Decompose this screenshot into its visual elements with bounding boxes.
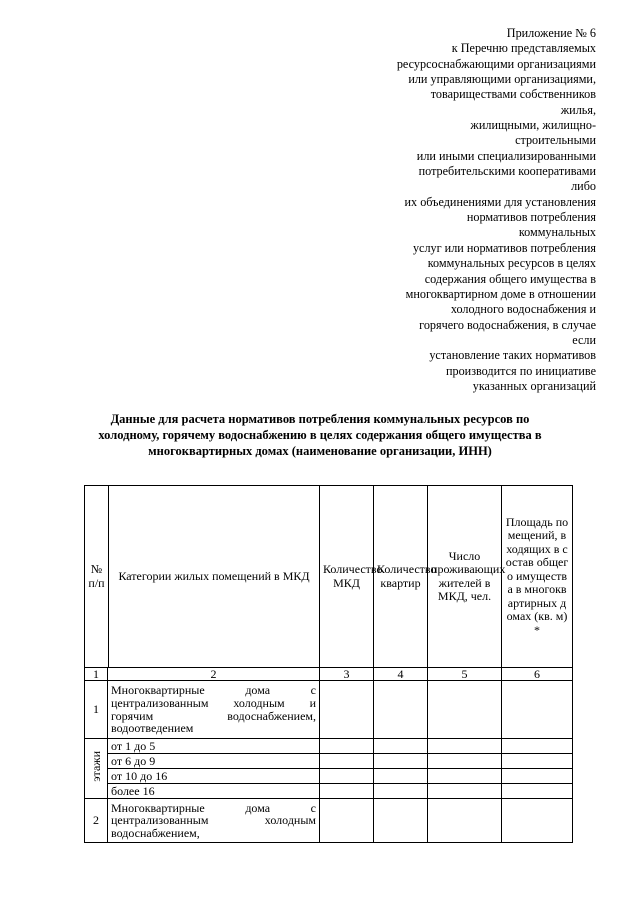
empty-cell <box>502 799 573 843</box>
appendix-line: потребительскими кооперативами <box>418 164 596 179</box>
empty-cell <box>374 681 428 739</box>
table-row <box>85 754 573 769</box>
table-row <box>85 784 573 799</box>
header-area: Площадь помещений, входящих в состав общего имущества в многоквартирных домах (кв. м)* <box>502 486 573 668</box>
floors-label: этажи <box>89 751 103 783</box>
table-row <box>85 799 573 843</box>
appendix-line: или иными специализированными <box>416 148 596 163</box>
empty-cell <box>502 769 573 784</box>
header-residents: Число проживающих жителей в МКД, чел. <box>428 486 502 668</box>
floor-range: более 16 <box>108 784 320 799</box>
floor-range: от 6 до 9 <box>108 754 320 769</box>
empty-cell <box>320 681 374 739</box>
appendix-line: жилья, <box>560 102 596 117</box>
appendix-line: жилищными, жилищно- <box>470 118 596 133</box>
appendix-line: установление таких нормативов <box>429 348 596 363</box>
header-category: Категории жилых помещений в МКД <box>118 568 310 583</box>
column-number: 1 <box>85 668 108 681</box>
appendix-line: производится по инициативе <box>445 363 596 378</box>
appendix-line: горячего водоснабжения, в случае <box>419 317 596 332</box>
header-no-category <box>85 486 320 668</box>
header-mkd-count: Количество МКД <box>320 486 374 668</box>
appendix-line: Приложение № 6 <box>506 26 596 40</box>
row-number: 2 <box>85 799 108 843</box>
empty-cell <box>374 754 428 769</box>
row-category: Многоквартирные дома с централизованным холодным водоснабжением, <box>108 799 320 843</box>
floor-range: от 1 до 5 <box>108 739 320 754</box>
empty-cell <box>374 799 428 843</box>
column-number: 4 <box>374 668 428 681</box>
header-no: № п/п <box>85 486 109 667</box>
appendix-line: многоквартирном доме в отношении <box>405 286 596 301</box>
appendix-line: услуг или нормативов потребления <box>412 240 596 255</box>
appendix-line: или управляющими организациями, <box>408 72 596 87</box>
table-header-row <box>85 486 573 668</box>
appendix-line: либо <box>571 179 596 194</box>
appendix-line: указанных организаций <box>472 378 596 393</box>
appendix-line: строительными <box>515 133 596 148</box>
empty-cell <box>320 739 374 754</box>
appendix-line: коммунальных <box>518 225 596 240</box>
column-number: 2 <box>108 668 320 681</box>
empty-cell <box>374 739 428 754</box>
appendix-line: товариществами собственников <box>430 87 596 102</box>
appendix-line: нормативов потребления <box>466 210 596 225</box>
empty-cell <box>502 681 573 739</box>
empty-cell <box>428 799 502 843</box>
empty-cell <box>374 784 428 799</box>
appendix-line: к Перечню представляемых <box>451 41 596 56</box>
empty-cell <box>320 799 374 843</box>
empty-cell <box>502 754 573 769</box>
row-number: 1 <box>85 681 108 739</box>
column-number: 6 <box>502 668 573 681</box>
empty-cell <box>502 784 573 799</box>
appendix-line: ресурсоснабжающими организациями <box>396 56 596 71</box>
appendix-line: холодного водоснабжения и <box>450 302 596 317</box>
appendix-line: если <box>572 332 596 347</box>
data-table <box>84 485 573 843</box>
row-category: Многоквартирные дома с централизованным холодным и горячим водоснабжением, водоотведением <box>108 681 320 739</box>
empty-cell <box>320 754 374 769</box>
empty-cell <box>320 769 374 784</box>
empty-cell <box>428 754 502 769</box>
empty-cell <box>428 769 502 784</box>
empty-cell <box>320 784 374 799</box>
table-row <box>85 739 573 754</box>
table-row <box>85 681 573 739</box>
appendix-line: коммунальных ресурсов в целях <box>427 256 596 271</box>
floor-range: от 10 до 16 <box>108 769 320 784</box>
appendix-line: их объединениями для установления <box>404 194 596 209</box>
column-number-row <box>85 668 573 681</box>
document-title: Данные для расчета нормативов потребления коммунальных ресурсов по холодному, горячему водоснабжению в целях содержания общего имущества в многоквартирных домах (наименование организации, ИНН) <box>98 412 542 458</box>
empty-cell <box>428 784 502 799</box>
floors-label-cell <box>85 739 108 799</box>
empty-cell <box>428 739 502 754</box>
column-number: 5 <box>428 668 502 681</box>
header-apartments: Количество квартир <box>374 486 428 668</box>
appendix-line: содержания общего имущества в <box>424 271 596 286</box>
appendix-note <box>397 26 596 394</box>
empty-cell <box>374 769 428 784</box>
empty-cell <box>428 681 502 739</box>
table-row <box>85 769 573 784</box>
empty-cell <box>502 739 573 754</box>
column-number: 3 <box>320 668 374 681</box>
